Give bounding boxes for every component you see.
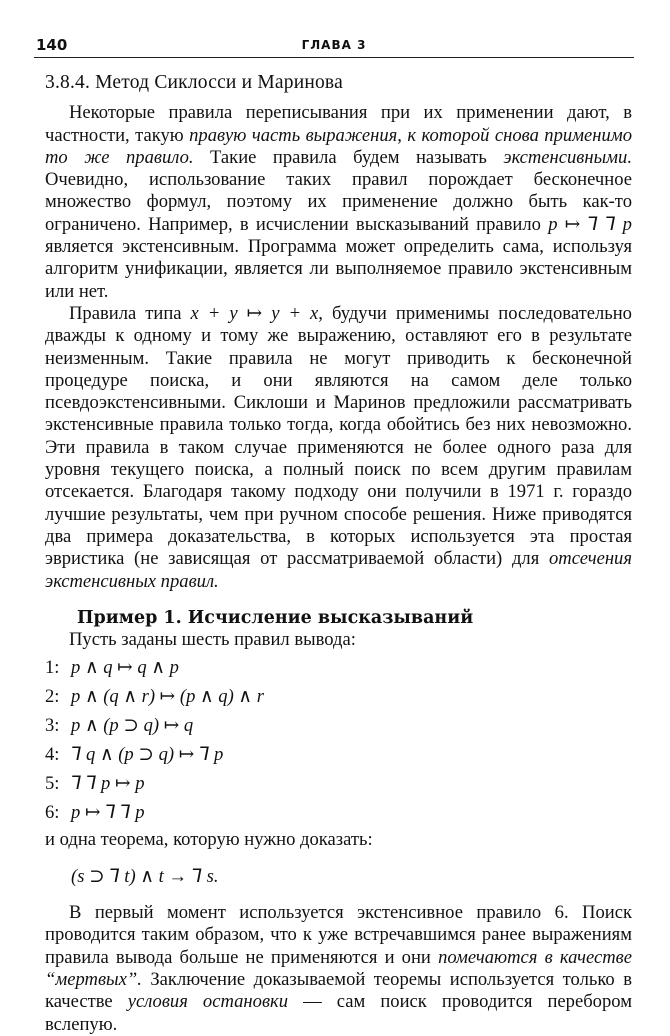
running-header — [34, 33, 634, 58]
rules-list — [45, 655, 632, 829]
paragraph-1 — [45, 102, 632, 303]
rule-formula: ⅂ ⅂ p ↦ p — [71, 773, 145, 795]
example-title: Пример 1. Исчисление высказываний — [77, 607, 474, 628]
text-run: Правила типа — [69, 302, 191, 324]
example-intro: Пусть заданы шесть правил вывода: — [69, 629, 356, 651]
emphasis: условия остановки — [127, 991, 289, 1013]
rule-item — [45, 684, 632, 713]
theorem-formula: (s ⊃ ⅂ t) ∧ t → ⅂ s. — [71, 865, 219, 887]
section-title: 3.8.4. Метод Сиклосси и Маринова — [45, 72, 343, 93]
rule-number: 4: — [45, 744, 60, 766]
rule-formula: p ∧ (q ∧ r) ↦ (p ∧ q) ∧ r — [71, 686, 264, 708]
paragraph-2 — [45, 303, 632, 593]
text-run: Заключение доказываемой теоремы используется только в качестве — [45, 968, 632, 1013]
rule-item — [45, 655, 632, 684]
text-run: является экстенсивным. Программа может определить сама, используя алгоритм унификации, является ли выполняемое правило экстенсивным или нет. — [45, 236, 632, 302]
rule-formula: p ∧ (p ⊃ q) ↦ q — [71, 715, 194, 737]
emphasis: отсечения экстенсивных правил. — [45, 548, 632, 592]
text-run: Некоторые правила переписывания при их применении дают, в частности, такую — [45, 102, 632, 146]
text-run: Такие правила будем называть — [193, 146, 504, 168]
rule-number: 2: — [45, 686, 60, 708]
emphasis: помечаются в качестве “мертвых”. — [45, 946, 632, 990]
rule-number: 1: — [45, 657, 60, 679]
rule-number: 6: — [45, 802, 60, 824]
page-body — [45, 72, 632, 1036]
emphasis: экстенсивными. — [503, 146, 632, 168]
math-formula: x + y ↦ y + x, — [190, 302, 323, 324]
rule-item — [45, 800, 632, 829]
text-run: Очевидно, использование таких правил порождает бесконечное множество формул, поэтому их применение должно быть как-то ограничено. Например, в исчислении высказываний правило — [45, 169, 632, 235]
rule-number: 3: — [45, 715, 60, 737]
page-number: 140 — [36, 36, 68, 54]
chapter-title: ГЛАВА 3 — [301, 38, 367, 52]
text-run: — сам поиск проводится перебором вслепую. — [45, 991, 632, 1035]
rule-item — [45, 713, 632, 742]
rule-formula: p ∧ q ↦ q ∧ p — [71, 657, 179, 679]
rule-item — [45, 742, 632, 771]
emphasis: правую часть выражения, к которой снова применимо то же правило. — [45, 124, 632, 168]
math-formula: p ↦ ⅂ ⅂ p — [548, 213, 632, 235]
text-run: будучи применимы последовательно дважды к одному и тому же выражению, оставляют его в результате неизменным. Такие правила не могут приводить к бесконечной процедуре поиска, и они являются на самом деле только псевдоэкстенсивными. Сиклоши и Маринов предложили рассматривать экстенсивные правила только тогда, когда обойтись без них невозможно. Эти правила в таком случае применяются не более одного раза для уровня текущего поиска, а полный поиск по всем другим правилам отсекается. Благодаря такому подходу они получили в 1971 г. гораздо лучшие результаты, чем при ручном способе решения. Ниже приводятся два примера доказательства, в которых используется эта простая эвристика (не зависящая от рассматриваемой области) для — [45, 302, 632, 570]
theorem-intro: и одна теорема, которую нужно доказать: — [45, 829, 373, 851]
rule-formula: p ↦ ⅂ ⅂ p — [71, 802, 145, 824]
rule-number: 5: — [45, 773, 60, 795]
text-run: В первый момент используется экстенсивное правило 6. Поиск проводится таким образом, что к уже встречавшимся ранее выражениям правила вывода больше не применяются и они — [45, 902, 632, 968]
rule-formula: ⅂ q ∧ (p ⊃ q) ↦ ⅂ p — [71, 744, 224, 766]
paragraph-3 — [45, 902, 632, 1036]
rule-item — [45, 771, 632, 800]
